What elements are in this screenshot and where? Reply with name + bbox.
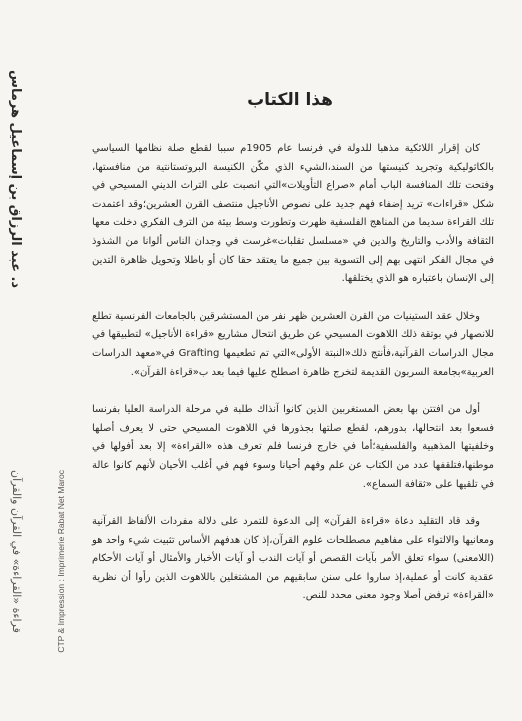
paragraph: كان إقرار اللائكية مذهبا للدولة في فرنسا عام 1905م سببا لقطع صلة نظامها السياسي بالكاثوليكية وتجريد كنيستها من السند،الشيء الذي مكّن الكنيسة البروتستانتية من منافستها، وفتحت تلك المنافسة الباب أمام «صراع التأويلات»التي انصبت على التراث الديني المسيحي في شكل «قراءات» تريد إضفاء فهم جديد على نصوص الأناجيل منتصف القرن العشرين؛وقد اعتمدت تلك القراءة سديما من المناهج الفلسفية ظهرت وتطورت وسط بيئة من الترف الفكري دخلت معها الثقافة والأدب والتاريخ والدين في «مسلسل تقلبات»غرست في وجدان الناس ألوانا من الشذوذ في مجال الفكر انتهى بهم إلى التسوية بين جميع ما يعتقد حقا كان أو باطلا وتحويل ظاهرة التدين إلى الإنسان باعتباره هو الذي يختلقها. bbox=[92, 143, 494, 285]
paragraph: وخلال عقد الستينيات من القرن العشرين ظهر نفر من المستشرقين بالجامعات الفرنسية تطلع للانصهار في بوتقة ذلك اللاهوت المسيحي عن طريق انتحال مشاريع «قراءة الأناجيل» لتطبيقها في مجال الدراسات القرآنية،فأنتج ذلك«النبتة الأولى»التي تم تطعيمها Grafting في«معهد الدراسات العربية»بجامعة السربون القديمة لتخرج ظاهرة اصطلح عليها فيما بعد ب«قراءة القرآن». bbox=[92, 310, 494, 378]
paragraph: وقد قاد التقليد دعاة «قراءة القرآن» إلى الدعوة للتمرد على دلالة مفردات الألفاظ القرآنية ومعانيها والالتواء على مفاهيم مصطلحات علوم القرآن،إذ كان هدفهم الأساس تثبيت شيء واحد هو (اللامعنى) سواء تعلق الأمر بآيات القصص أو آيات الندب أو آيات الأخبار والأمثال أو آيات الأحكام عقدية كانت أو عملية،إذ ساروا على سنن سابقيهم من المشتغلين باللاهوت الذين رأوا أن نظرية «القراءة» ترفض أصلا وجود معنى محدد للنص. bbox=[92, 516, 494, 602]
body-text bbox=[92, 140, 494, 606]
author-name: د. عبد الرزاق بن إسماعيل هرماس bbox=[8, 70, 23, 289]
paragraph: أول من افتتن بها بعض المستغربين الذين كانوا آنذاك طلبة في مرحلة الدراسة العليا بفرنسا فسعوا بعد انتحالها، بدورهم، لقطع صلتها بجذورها في اللاهوت المسيحي حتى لا يعرف أصلها وخلفيتها المذهبية والفلسفية؛أما في خارج فرنسا فلم تعرف هذه «القراءة» إلا بعد أفولها في موطنها،فتلقفها عدد من الكتاب عن علم وفهم أحيانا وسوء فهم في أغلب الأحيان لأنهم كانوا عالة في تلقيها على «ثقافة السماع». bbox=[92, 404, 494, 490]
page-title: هذا الكتاب bbox=[247, 90, 333, 110]
printer-credit: CTP & Impression : Imprimerie Rabat Net Maroc bbox=[56, 470, 66, 653]
book-subtitle: قراءة «القراءة» في القرآن والقرآن bbox=[10, 470, 23, 633]
